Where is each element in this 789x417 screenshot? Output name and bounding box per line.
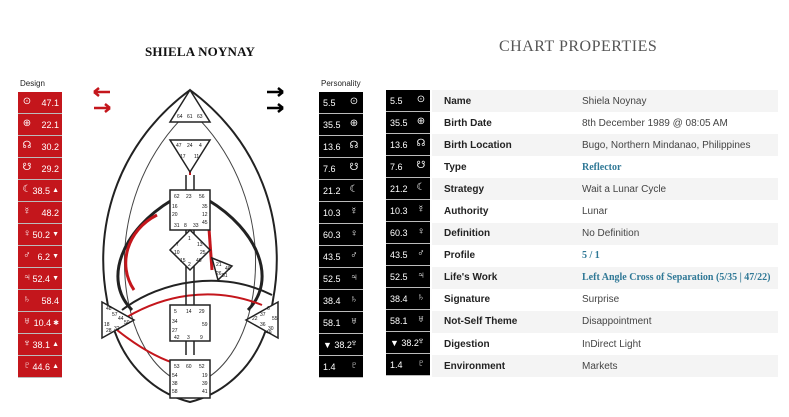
activation-value: 10.3 xyxy=(390,205,408,216)
gate-label: 17 xyxy=(180,154,186,160)
activation-value: 48.2 xyxy=(41,207,59,218)
activation-cell xyxy=(18,202,62,224)
gate-label: 10 xyxy=(174,250,180,256)
arrow-icon: ▼ xyxy=(52,275,59,282)
arrow-icon: ▲ xyxy=(52,363,59,370)
activation-cell xyxy=(386,134,430,156)
gate-label: 34 xyxy=(172,319,178,325)
gate-label: 13 xyxy=(197,242,203,248)
activation-cell xyxy=(18,268,62,290)
planet-icon: ☿ xyxy=(350,206,358,217)
activation-value: 10.3 xyxy=(323,207,341,218)
activation-cell xyxy=(386,156,430,178)
activation-cell xyxy=(386,310,430,332)
activation-cell xyxy=(319,180,363,202)
gate-label: 8 xyxy=(184,223,187,229)
activation-cell xyxy=(319,290,363,312)
activation-value: 5.5 xyxy=(390,95,403,106)
property-value: Shiela Noynay xyxy=(582,95,647,107)
gate-label: 35 xyxy=(202,204,208,210)
activation-value: 58.1 xyxy=(390,315,408,326)
activation-cell xyxy=(319,158,363,180)
gate-label: 38 xyxy=(172,381,178,387)
gate-label: 64 xyxy=(177,114,183,120)
property-row xyxy=(432,112,778,134)
gate-label: 61 xyxy=(187,114,193,120)
gate-label: 28 xyxy=(106,328,112,334)
property-row xyxy=(432,200,778,222)
gate-label: 33 xyxy=(193,223,199,229)
planet-icon: ♇ xyxy=(23,360,31,371)
planet-icon: ♀ xyxy=(350,228,358,239)
chart-name: SHIELA NOYNAY xyxy=(145,44,256,59)
gate-label: 30 xyxy=(268,326,274,332)
activation-value: 22.1 xyxy=(41,119,59,130)
activation-cell xyxy=(386,266,430,288)
gate-label: 36 xyxy=(260,322,266,328)
activation-cell xyxy=(386,178,430,200)
property-key: Strategy xyxy=(444,183,485,195)
arrow-icon: ▲ xyxy=(52,341,59,348)
property-value: 8th December 1989 @ 08:05 AM xyxy=(582,117,728,129)
planet-icon: ♅ xyxy=(350,316,358,327)
gate-label: 53 xyxy=(174,364,180,370)
design-activations xyxy=(18,92,62,378)
planet-icon: ♃ xyxy=(23,272,31,283)
property-row xyxy=(432,289,778,311)
gate-label: 6 xyxy=(267,306,270,312)
activation-value: ▼ 38.2 xyxy=(323,339,352,350)
activation-cell xyxy=(319,92,363,114)
activation-cell xyxy=(319,334,363,356)
activation-value: 6.2 xyxy=(37,251,51,262)
property-link[interactable]: Left Angle Cross of Separation (5/35 | 47/22) xyxy=(582,272,771,284)
property-row xyxy=(432,134,778,156)
activation-value: 58.4 xyxy=(41,295,59,306)
activation-value: 38.5 xyxy=(32,185,51,196)
gate-label: 2 xyxy=(188,262,191,268)
personality-activations xyxy=(319,92,363,378)
gate-label: 59 xyxy=(202,322,208,328)
channel-left-arc-red xyxy=(126,215,157,290)
planet-icon: ♇ xyxy=(350,360,358,371)
gate-label: 11 xyxy=(194,154,200,160)
design-arrows-icon xyxy=(94,88,110,112)
gate-label: 37 xyxy=(260,312,266,318)
planet-icon: ☋ xyxy=(22,162,32,173)
property-row xyxy=(432,178,778,200)
property-key: Type xyxy=(444,161,467,173)
planet-icon: ♅ xyxy=(23,316,31,327)
activation-value: 13.6 xyxy=(390,139,408,150)
planet-icon: ♄ xyxy=(350,294,358,305)
activation-cell xyxy=(18,334,62,356)
gate-label: 19 xyxy=(202,373,208,379)
personality-arrows-icon xyxy=(267,88,283,112)
activation-cell xyxy=(18,356,62,378)
gate-label: 58 xyxy=(172,389,178,395)
arrow-icon: ▲ xyxy=(52,187,59,194)
gate-label: 44 xyxy=(118,316,124,322)
activation-cell xyxy=(386,288,430,310)
design-label: Design xyxy=(20,79,45,88)
activation-cell xyxy=(18,290,62,312)
planet-icon: ⊙ xyxy=(22,96,32,107)
property-key: Name xyxy=(444,95,472,107)
gate-label: 4 xyxy=(199,143,202,149)
activation-value: 21.2 xyxy=(323,185,341,196)
activation-cell xyxy=(319,268,363,290)
activation-cell xyxy=(18,136,62,158)
property-row xyxy=(432,90,778,112)
gate-label: 56 xyxy=(199,194,205,200)
planet-icon: ♆ xyxy=(23,338,31,349)
property-key: Authority xyxy=(444,206,489,218)
gate-label: 32 xyxy=(114,326,120,332)
planet-icon: ♆ xyxy=(350,338,358,349)
planet-icon: ☾ xyxy=(349,184,359,195)
activation-value: 43.5 xyxy=(390,249,408,260)
planet-icon: ♃ xyxy=(350,272,358,283)
gate-label: 9 xyxy=(200,335,203,341)
property-key: Signature xyxy=(444,294,491,306)
gate-label: 21 xyxy=(216,262,222,268)
activation-value: 13.6 xyxy=(323,141,341,152)
gate-label: 25 xyxy=(200,250,206,256)
property-value: InDirect Light xyxy=(582,338,641,350)
activation-value: 52.5 xyxy=(390,271,408,282)
activation-value: 5.5 xyxy=(323,97,336,108)
planet-icon: ⊕ xyxy=(349,118,359,129)
activation-value: 60.3 xyxy=(390,227,408,238)
activation-value: 44.6 xyxy=(32,361,51,372)
activation-cell xyxy=(18,180,62,202)
property-row xyxy=(432,156,778,178)
gate-label: 18 xyxy=(104,322,110,328)
activation-cell xyxy=(319,246,363,268)
planet-icon: ⊙ xyxy=(349,96,359,107)
gate-label: 52 xyxy=(199,364,205,370)
planet-icon: ☿ xyxy=(23,206,31,217)
activation-value: 60.3 xyxy=(323,229,341,240)
gate-label: 12 xyxy=(202,212,208,218)
planet-icon: ☾ xyxy=(416,182,426,193)
property-row xyxy=(432,311,778,333)
activation-cell xyxy=(319,136,363,158)
property-value: Lunar xyxy=(582,206,608,218)
planet-icon: ⊙ xyxy=(416,94,426,105)
activation-value: 52.4 xyxy=(32,273,51,284)
planet-icon: ♅ xyxy=(417,314,425,325)
gate-label: 57 xyxy=(112,312,118,318)
planet-icon: ☊ xyxy=(416,138,426,149)
activation-cell xyxy=(386,200,430,222)
activation-value: 43.5 xyxy=(323,251,341,262)
planet-icon: ☊ xyxy=(349,140,359,151)
activation-cell xyxy=(386,244,430,266)
activation-cell xyxy=(319,312,363,334)
bodygraph xyxy=(62,80,319,410)
property-key: Digestion xyxy=(444,338,490,350)
property-value: Wait a Lunar Cycle xyxy=(582,183,667,195)
activation-value: 7.6 xyxy=(323,163,336,174)
property-value: Disappointment xyxy=(582,316,652,328)
gate-label: 40 xyxy=(225,266,231,272)
gate-label: 39 xyxy=(202,381,208,387)
activation-value: 21.2 xyxy=(390,183,408,194)
planet-icon: ♄ xyxy=(417,292,425,303)
activation-cell xyxy=(18,158,62,180)
property-key: Birth Location xyxy=(444,139,512,151)
activation-value: 35.5 xyxy=(323,119,341,130)
arrow-icon: ▼ xyxy=(52,231,59,238)
gate-label: 14 xyxy=(186,309,192,315)
activation-value: 10.4 xyxy=(33,317,52,328)
gate-label: 15 xyxy=(180,258,186,264)
planet-icon: ♀ xyxy=(23,228,31,239)
activation-value: 1.4 xyxy=(390,359,403,370)
channel-right-arc xyxy=(208,200,262,310)
gate-label: 54 xyxy=(172,373,178,379)
activation-value: 35.5 xyxy=(390,117,408,128)
planet-icon: ♂ xyxy=(23,250,31,261)
planet-icon: ♂ xyxy=(350,250,358,261)
activation-cell xyxy=(319,202,363,224)
arrow-icon: ▼ xyxy=(52,253,59,260)
activation-value: 30.2 xyxy=(41,141,59,152)
activation-value: 52.5 xyxy=(323,273,341,284)
planet-icon: ⊕ xyxy=(22,118,32,129)
activation-cell xyxy=(386,90,430,112)
activation-value: 1.4 xyxy=(323,361,336,372)
activation-value: 38.4 xyxy=(390,293,408,304)
gate-label: 46 xyxy=(196,258,202,264)
gate-label: 60 xyxy=(186,364,192,370)
planet-icon: ♆ xyxy=(417,336,425,347)
gate-label: 48 xyxy=(106,306,112,312)
activation-cell xyxy=(386,332,430,354)
property-key: Profile xyxy=(444,250,476,262)
property-value: No Definition xyxy=(582,228,640,240)
activation-cell xyxy=(386,354,430,376)
gate-label: 23 xyxy=(186,194,192,200)
properties-table xyxy=(432,90,778,377)
activation-value: 38.1 xyxy=(32,339,51,350)
gate-label: 42 xyxy=(174,335,180,341)
planet-icon: ⊕ xyxy=(416,116,426,127)
gate-label: 31 xyxy=(174,223,180,229)
property-link[interactable]: 5 / 1 xyxy=(582,250,600,262)
gate-label: 50 xyxy=(124,320,130,326)
planet-icon: ♂ xyxy=(417,248,425,259)
gate-label: 29 xyxy=(199,309,205,315)
planet-icon: ♇ xyxy=(417,358,425,369)
property-row xyxy=(432,245,778,267)
property-row xyxy=(432,355,778,377)
activation-value: 38.4 xyxy=(323,295,341,306)
gate-label: 62 xyxy=(174,194,180,200)
activation-cell xyxy=(18,246,62,268)
gate-label: 45 xyxy=(202,220,208,226)
gate-label: 3 xyxy=(187,335,190,341)
gate-label: 7 xyxy=(176,242,179,248)
planet-icon: ☋ xyxy=(416,160,426,171)
property-key: Definition xyxy=(444,228,491,240)
activation-cell xyxy=(386,222,430,244)
personality-label: Personality xyxy=(321,79,361,88)
gate-label: 16 xyxy=(172,204,178,210)
planet-icon: ♄ xyxy=(23,294,31,305)
gate-label: 5 xyxy=(174,309,177,315)
gate-label: 24 xyxy=(187,143,193,149)
gate-label: 27 xyxy=(172,328,178,334)
planet-icon: ♀ xyxy=(417,226,425,237)
gate-label: 51 xyxy=(222,273,228,279)
properties-title: CHART PROPERTIES xyxy=(499,38,658,55)
planet-icon: ♃ xyxy=(417,270,425,281)
gate-label: 26 xyxy=(216,271,222,277)
activation-value: 47.1 xyxy=(41,97,59,108)
property-key: Environment xyxy=(444,360,506,372)
planet-icon: ☿ xyxy=(417,204,425,215)
activation-cell xyxy=(18,92,62,114)
activation-cell xyxy=(319,224,363,246)
planet-icon: ☋ xyxy=(349,162,359,173)
property-value: Surprise xyxy=(582,294,620,306)
property-row xyxy=(432,223,778,245)
activation-cell xyxy=(18,114,62,136)
activation-value: 58.1 xyxy=(323,317,341,328)
gate-label: 47 xyxy=(176,143,182,149)
activation-cell xyxy=(319,114,363,136)
property-value: Markets xyxy=(582,360,618,372)
activation-value: ▼ 38.2 xyxy=(390,337,419,348)
property-key: Not-Self Theme xyxy=(444,316,518,328)
activation-cell xyxy=(386,112,430,134)
property-row xyxy=(432,267,778,289)
property-key: Life's Work xyxy=(444,272,498,284)
activation-value: 50.2 xyxy=(32,229,51,240)
arrow-icon: ✱ xyxy=(53,319,59,327)
gate-label: 41 xyxy=(202,389,208,395)
property-row xyxy=(432,333,778,355)
gate-label: 55 xyxy=(272,316,278,322)
activation-cell xyxy=(18,312,62,334)
gate-label: 1 xyxy=(188,236,191,242)
activation-cell xyxy=(18,224,62,246)
planet-icon: ☾ xyxy=(22,184,32,195)
property-key: Birth Date xyxy=(444,117,492,129)
property-link[interactable]: Reflector xyxy=(582,161,622,173)
gate-label: 63 xyxy=(197,114,203,120)
property-activations xyxy=(386,90,430,376)
gate-label: 20 xyxy=(172,212,178,218)
planet-icon: ☊ xyxy=(22,140,32,151)
gate-label: 22 xyxy=(252,316,258,322)
activation-value: 29.2 xyxy=(41,163,59,174)
activation-value: 7.6 xyxy=(390,161,403,172)
gate-label: 49 xyxy=(266,330,272,336)
activation-cell xyxy=(319,356,363,378)
property-value: Bugo, Northern Mindanao, Philippines xyxy=(582,139,751,151)
